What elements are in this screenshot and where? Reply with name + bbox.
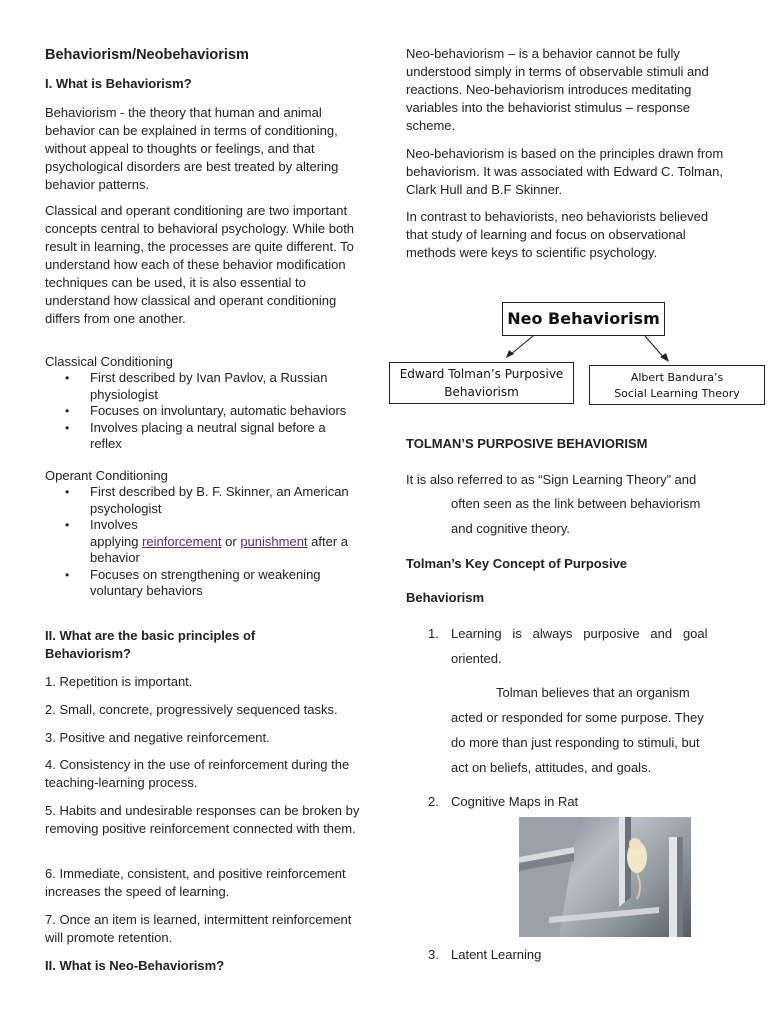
item-description: Tolman believes that an organism xyxy=(496,685,690,700)
list-number: 1. xyxy=(428,626,439,641)
principle-item: 7. Once an item is learned, intermittent reinforcement will promote retention. xyxy=(45,912,352,945)
diagram-root-node: Neo Behaviorism xyxy=(502,302,665,336)
page-title: Behaviorism/Neobehaviorism xyxy=(45,47,249,63)
principle-item: 3. Positive and negative reinforcement. xyxy=(45,730,270,745)
classical-conditioning-list xyxy=(45,370,355,453)
operant-conditioning-label: Operant Conditioning xyxy=(45,468,168,483)
principle-item: 2. Small, concrete, progressively sequenced tasks. xyxy=(45,702,338,717)
list-number: 3. xyxy=(428,947,439,962)
numbered-item: Latent Learning xyxy=(451,947,542,962)
rat-maze-image xyxy=(519,817,691,937)
list-item: • First described by B. F. Skinner, an American psychologist xyxy=(45,484,355,517)
list-number: 2. xyxy=(428,794,439,809)
classical-conditioning-label: Classical Conditioning xyxy=(45,354,173,369)
list-item xyxy=(45,517,355,567)
principle-item: 6. Immediate, consistent, and positive reinforcement increases the speed of learning. xyxy=(45,866,346,899)
numbered-item: oriented. xyxy=(451,651,502,666)
section-heading-what-is-behaviorism: I. What is Behaviorism? xyxy=(45,76,192,91)
list-item-text: or xyxy=(221,533,241,549)
neo-behaviorism-contrast: In contrast to behaviorists, neo behaviorists believed that study of learning and focus on observational methods were keys to scientific psychology. xyxy=(406,209,709,260)
key-concept-heading: Tolman’s Key Concept of Purposive xyxy=(406,556,628,571)
item-description: acted or responded for some purpose. They xyxy=(451,710,704,725)
list-item: • First described by Ivan Pavlov, a Russian physiologist xyxy=(45,370,355,403)
behaviorism-definition: Behaviorism - the theory that human and animal behavior can be explained in terms of conditioning, without appeal to thoughts or feelings, and that psychological disorders are best treated by altering behavior patterns. xyxy=(45,105,339,192)
list-item-text: Involves xyxy=(90,517,138,532)
punishment-link[interactable]: punishment xyxy=(240,533,308,549)
maze-illustration xyxy=(519,817,691,937)
item-description: act on beliefs, attitudes, and goals. xyxy=(451,760,652,775)
reinforcement-link[interactable]: reinforcement xyxy=(142,533,222,549)
tolman-heading: TOLMAN’S PURPOSIVE BEHAVIORISM xyxy=(406,436,648,451)
list-item: • Focuses on strengthening or weakening voluntary behaviors xyxy=(45,567,355,600)
tolman-text-line: and cognitive theory. xyxy=(451,521,570,536)
list-item-text: applying xyxy=(90,533,143,549)
diagram-node-bandura xyxy=(589,365,765,405)
diagram-node-tolman xyxy=(389,362,574,404)
list-item-text: after a behavior xyxy=(90,533,349,565)
section-heading-principles: II. What are the basic principles of Behaviorism? xyxy=(45,628,256,661)
item-description: do more than just responding to stimuli, but xyxy=(451,735,700,750)
diagram-node-text: Behaviorism xyxy=(444,385,519,399)
diagram-node-text: Social Learning Theory xyxy=(614,387,740,400)
key-concept-heading: Behaviorism xyxy=(406,590,485,605)
diagram-arrows xyxy=(490,333,680,365)
numbered-item: Cognitive Maps in Rat xyxy=(451,794,579,809)
numbered-item: Learning is always purposive and goal xyxy=(451,626,708,641)
diagram-node-text: Albert Bandura’s xyxy=(630,371,724,384)
diagram-node-text: Edward Tolman’s Purposive xyxy=(399,367,564,381)
principle-item: 5. Habits and undesirable responses can be broken by removing positive reinforcement connected with them. xyxy=(45,803,360,836)
neo-behaviorism-definition: Neo-behaviorism – is a behavior cannot be fully understood simply in terms of observable stimuli and reactions. Neo-behaviorism introduces meditating variables into the behaviorist stimulus – response scheme. xyxy=(406,46,709,133)
conditioning-paragraph: Classical and operant conditioning are two important concepts central to behavioral psychology. While both result in learning, the processes are quite different. To understand how each of these behavior modification techniques can be used, it is also essential to understand how classical and operant conditioning differs from one another. xyxy=(45,203,355,326)
list-item: • Focuses on involuntary, automatic behaviors xyxy=(45,403,355,420)
list-item: • Involves placing a neutral signal before a reflex xyxy=(45,420,355,453)
neo-behaviorism-principles: Neo-behaviorism is based on the principles drawn from behaviorism. It was associated with Edward C. Tolman, Clark Hull and B.F Skinner. xyxy=(406,146,724,197)
principle-item: 4. Consistency in the use of reinforcement during the teaching-learning process. xyxy=(45,757,350,790)
tolman-text-line: often seen as the link between behaviorism xyxy=(451,496,701,511)
operant-conditioning-list xyxy=(45,484,355,600)
tolman-text-line: It is also referred to as “Sign Learning Theory” and xyxy=(406,472,697,487)
principle-item: 1. Repetition is important. xyxy=(45,674,193,689)
section-heading-neo-behaviorism: II. What is Neo-Behaviorism? xyxy=(45,958,225,973)
